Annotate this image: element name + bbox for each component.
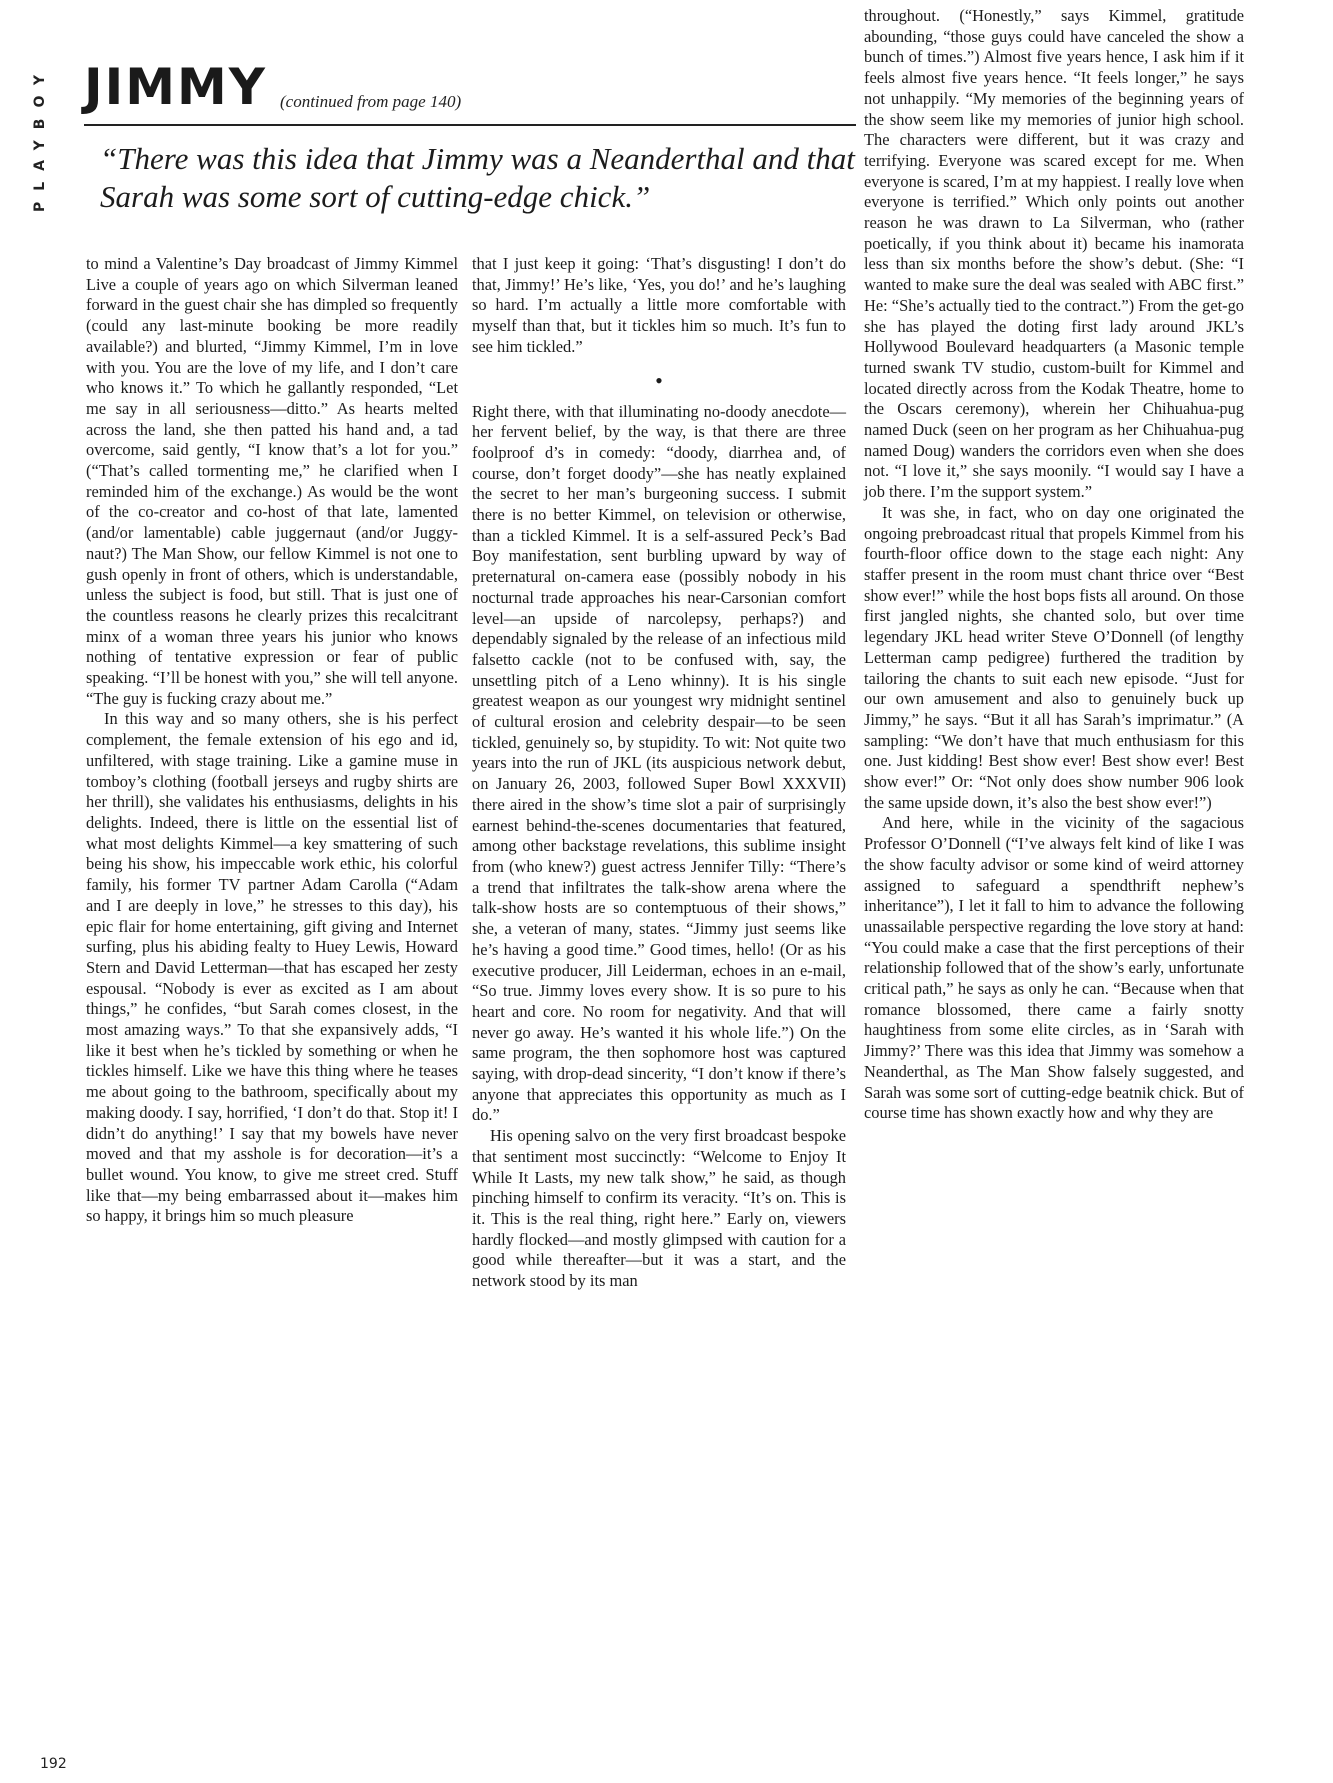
paragraph: that I just keep it going: ‘That’s disgusting! I don’t do that, Jimmy!’ He’s like, ‘Yes, you do!’ and he’s laughing so hard. I’m actually a little more comfortable with myself than that, but it tickles him so much. It’s fun to see him tickled.” xyxy=(472,254,846,356)
pull-quote: “There was this idea that Jimmy was a Neanderthal and that Sarah was some sort of cutting-edge chick.” xyxy=(100,141,855,214)
section-break-bullet: • xyxy=(655,367,663,393)
paragraph: In this way and so many others, she is his perfect complement, the female extension of his ego and id, unfiltered, with stage training. Like a gamine muse in tomboy’s clothing (football jerseys and rugby shirts are her thrill), she validates his enthusiasms, delights in his delights. Indeed, there is little on the essential list of what most delights Kimmel—a key smattering of such being his show, his impeccable work ethic, his colorful family, his former TV partner Adam Carolla (“Adam and I are deeply in love,” he stresses to this day), his epic flair for home entertaining, gift giving and Internet surfing, plus his abiding fealty to Huey Lewis, Howard Stern and David Letterman—that has escaped her zesty espousal. “Nobody is ever as excited as I am about things,” he confides, “but Sarah comes closest, in the most amazing ways.” To that she expansively adds, “I like it best when he’s tickled by something or when he tickles himself. Like we have this thing where he teases me about going to the bathroom, specifically about my making doody. I say, horrified, ‘I don’t do that. Stop it! I didn’t do anything!’ I say that my bowels have never moved and that my asshole is for decoration—it’s a bullet wound. You know, to give me street cred. Stuff like that—my being embarrassed about it—makes him so happy, it brings him so much pleasure xyxy=(86,709,458,1226)
header-rule xyxy=(84,124,856,126)
column-2 xyxy=(472,254,846,1292)
column-1 xyxy=(86,254,458,1227)
article-title: JIMMY xyxy=(84,58,267,116)
paragraph: throughout. (“Honestly,” says Kimmel, gratitude abounding, “those guys could have canceled the show a bunch of times.”) Almost five years hence, I ask him if it feels almost five years hence. “It feels longer,” he says not unhappily. “My memories of the beginning years of the show seem like my memories of junior high school. The characters were different, but it was crazy and terrifying. Everyone was scared except for me. When everyone is scared, I’m at my happiest. I really love when everyone is terrified.” Which only points out another reason he was drawn to La Silverman, who (rather poetically, if you think about it) became his inamorata less than six months before the show’s debut. (She: “I wanted to make sure the deal was sealed with ABC first.” He: “She’s actually tied to the contract.”) From the get-go she has played the doting first lady around JKL’s Hollywood Boulevard headquarters (a Masonic temple turned swank TV studio, custom-built for Kimmel and located directly across from the Kodak Theatre, home to the Oscars ceremony), wherein her Chihuahua-pug named Duck (seen on her program as her Chihuahua-pug named Doug) wanders the corridors even when she does not. “I love it,” she says moonily. “I would say I have a job there. I’m the support system.” xyxy=(864,6,1244,502)
paragraph: His opening salvo on the very first broadcast bespoke that sentiment most succinctly: “Welcome to Enjoy It While It Lasts, my new talk show,” he said, as though pinching himself to confirm its veracity. “It’s on. This is it. This is the real thing, right here.” Early on, viewers hardly flocked—and mostly glimpsed with caution for a good while thereafter—but it was a start, and the network stood by its man xyxy=(472,1126,846,1291)
column-3 xyxy=(864,6,1244,1124)
paragraph: And here, while in the vicinity of the sagacious Professor O’Donnell (“I’ve always felt kind of like I was the show faculty advisor or some kind of weird attorney assigned to safeguard a spendthrift nephew’s inheritance”), I let it fall to him to advance the following unassailable perspective regarding the love story at hand: “You could make a case that the first perceptions of their relationship followed that of the show’s early, unfortunate critical path,” he says as only he can. “Because when that romance blossomed, there came a fairly snotty haughtiness from some elite circles, as in ‘Sarah with Jimmy?’ There was this idea that Jimmy was somehow a Neanderthal, as The Man Show falsely suggested, and Sarah was some sort of cutting-edge beatnik chick. But of course time has shown exactly how and why they are xyxy=(864,813,1244,1123)
paragraph: It was she, in fact, who on day one originated the ongoing prebroadcast ritual that propels Kimmel from his fourth-floor office down to the stage each night: Any staffer present in the room must chant thrice over “Best show ever!” while the host bops fists all around. On those first jangled nights, she chanted solo, but over time legendary JKL head writer Steve O’Donnell (of lengthy Letterman camp pedigree) furthered the tradition by tailoring the chants to suit each new episode. “Just for our own amusement and also to genuinely buck up Jimmy,” he says. “But it all has Sarah’s imprimatur.” (A sampling: “We don’t have that much enthusiasm for this one. Just kidding! Best show ever! Best show ever! Best show ever!” Or: “Not only does show number 906 look the same upside down, it’s also the best show ever!”) xyxy=(864,502,1244,812)
magazine-side-label: PLAYBOY xyxy=(32,64,48,213)
paragraph: to mind a Valentine’s Day broadcast of Jimmy Kimmel Live a couple of years ago on which Silverman leaned forward in the guest chair she has dimpled so frequently (could any last-minute booking be more readily available?) and blurted, “Jimmy Kimmel, I’m in love with you. You are the love of my life, and I don’t care who knows it.” To which he gallantly responded, “Let me say in all seriousness—ditto.” As hearts melted across the land, she then patted his hand and, a tad overcome, said gently, “I know that’s a lot for you.” (“That’s called tormenting me,” he clarified when I reminded him of the exchange.) As would be the wont of the co-creator and co-host of that late, lamented (and/or lamentable) cable juggernaut (and/or Juggy-naut?) The Man Show, our fellow Kimmel is not one to gush openly in front of others, which is understandable, unless the subject is food, but still. That is just one of the countless reasons he clearly prizes this recalcitrant minx of a woman three years his junior who knows nothing of tentative expression or fear of public speaking. “I’ll be honest with you,” she will tell anyone. “The guy is fucking crazy about me.” xyxy=(86,254,458,708)
article-header xyxy=(84,58,854,122)
page-number: 192 xyxy=(40,1756,67,1772)
continued-note: (continued from page 140) xyxy=(280,92,462,111)
paragraph: Right there, with that illuminating no-doody anecdote—her fervent belief, by the way, is that there are three foolproof d’s in comedy: “doody, diarrhea and, of course, don’t forget doody”—she has neatly explained the secret to her man’s burgeoning success. I submit there is no better Kimmel, on television or otherwise, than a tickled Kimmel. It is a self-assured Peck’s Bad Boy manifestation, sent burbling upward by way of preternatural on-camera ease (possibly nobody in his nocturnal trade approaches his near-Carsonian comfort level—an upside of narcolepsy, perhaps?) and dependably signaled by the release of an infectious mild falsetto cackle (not to be confused with, say, the unsettling pitch of a Leno whinny). It is his single greatest weapon as our youngest wry midnight sentinel of cultural erosion and celebrity despair—to be seen tickled, genuinely so, by stupidity. To wit: Not quite two years into the run of JKL (its auspicious network debut, on January 26, 2003, followed Super Bowl XXXVII) there aired in the show’s time slot a pair of surprisingly earnest behind-the-scenes documentaries that featured, among other backstage revelations, this sublime insight from (who knew?) guest actress Jennifer Tilly: “There’s a trend that infiltrates the talk-show arena where the talk-show hosts are so contemptuous of their shows,” she, a veteran of many, states. “Jimmy just seems like he’s having a good time.” Good times, hello! (Or as his executive producer, Jill Leiderman, echoes in an e-mail, “So true. Jimmy loves every show. It is so pure to his heart and core. No room for negativity. And that will never go away. He’s wanted it his whole life.”) On the same program, the then sophomore host was captured saying, with drop-dead sincerity, “I don’t know if there’s anyone that appreciates this opportunity as much as I do.” xyxy=(472,401,846,1125)
